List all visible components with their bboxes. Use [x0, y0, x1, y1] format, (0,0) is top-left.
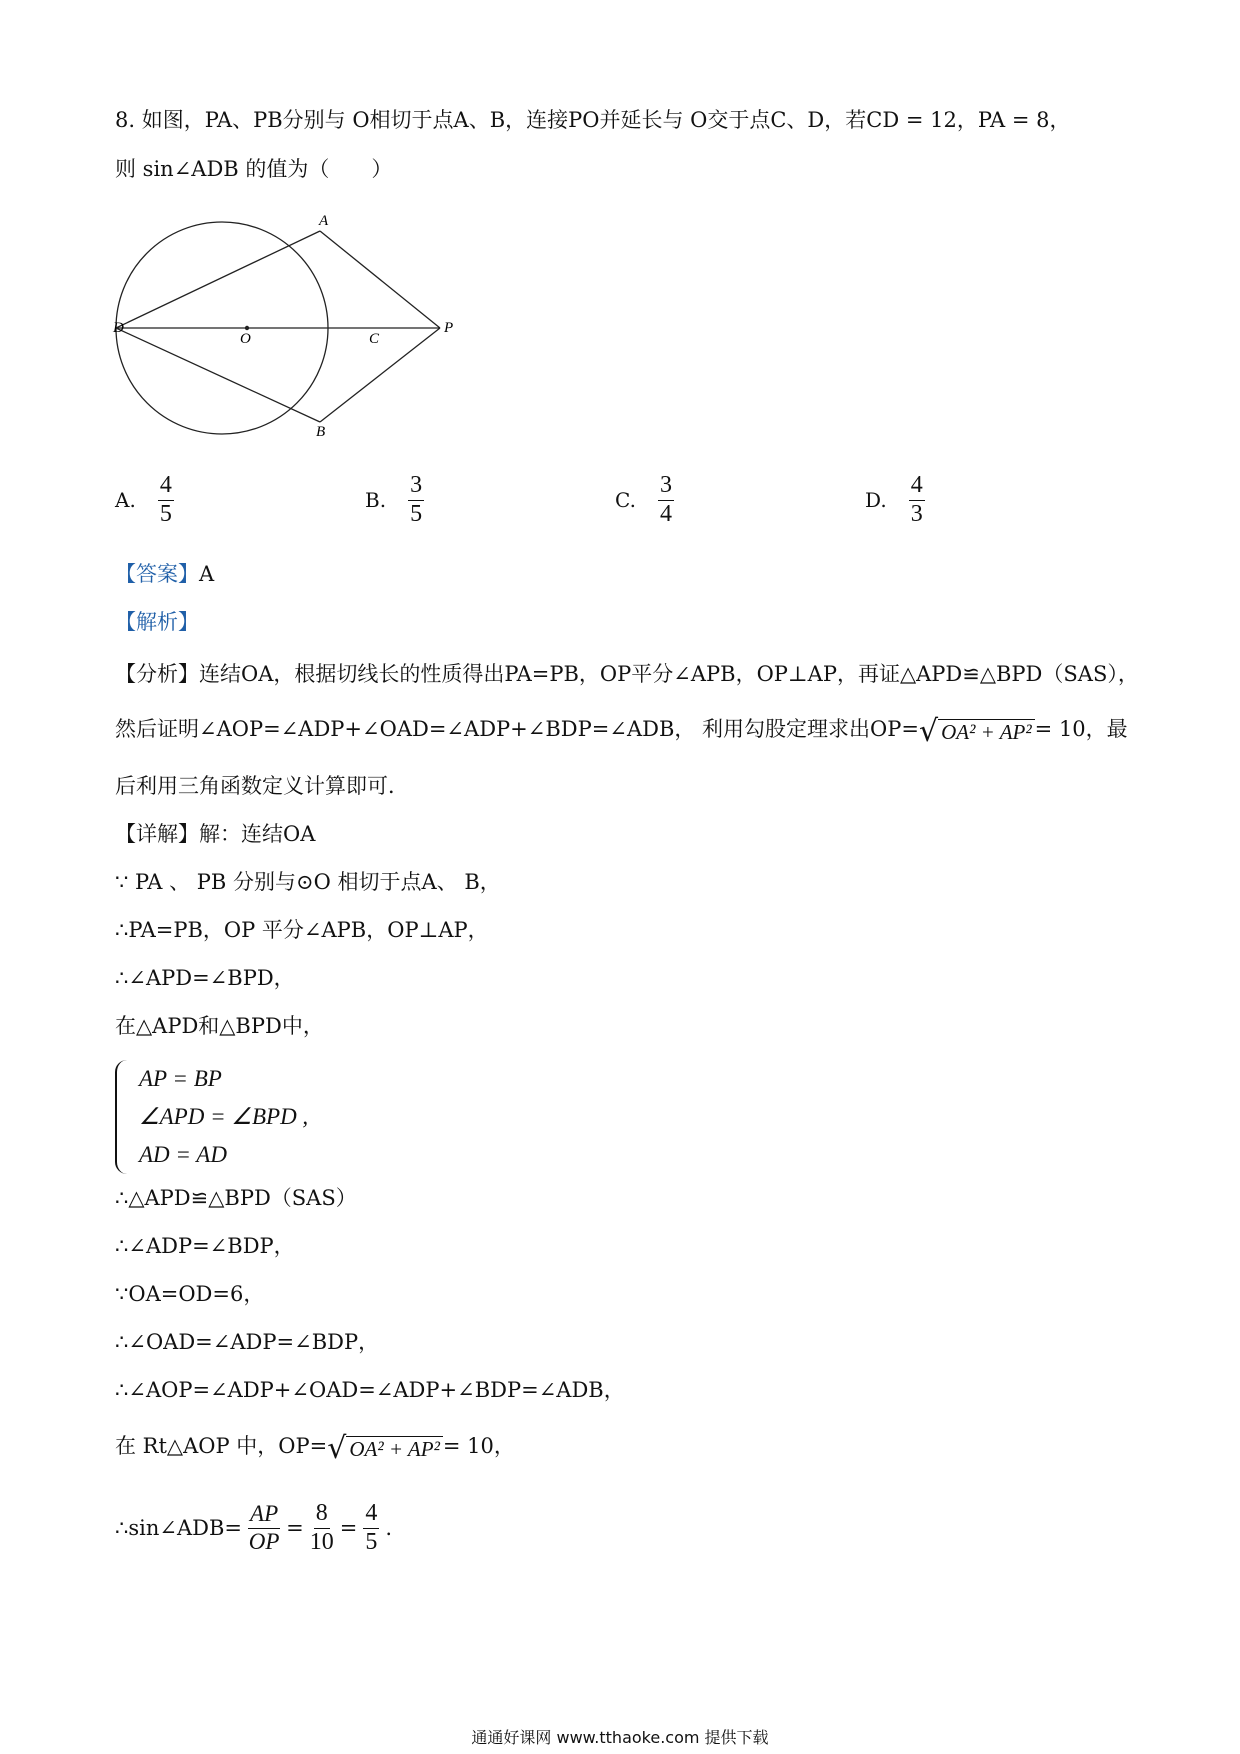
detail-line-1: ∵ PA 、 PB 分别与⊙O 相切于点A、 B，: [115, 870, 501, 894]
answer-value: A: [199, 562, 215, 586]
equation-system: [115, 1060, 308, 1174]
option-c-letter: C.: [615, 488, 636, 513]
analysis-tag: 【解析】: [115, 610, 199, 634]
detail-line-9: ∴∠AOP=∠ADP+∠OAD=∠ADP+∠BDP=∠ADB，: [115, 1378, 625, 1402]
fenxi-tag: 【分析】: [115, 662, 199, 686]
fenxi-line-3: 后利用三角函数定义计算即可．: [115, 774, 409, 798]
detail-line-6: ∴∠ADP=∠BDP，: [115, 1234, 295, 1258]
answer-line: [115, 562, 214, 587]
geometry-figure: [110, 200, 470, 440]
question-line-2: 则 sin∠ADB 的值为（ ）: [115, 157, 393, 181]
segment-bp: [320, 328, 440, 422]
option-a-fraction: $\frac{4}{5}$: [159, 472, 172, 527]
label-p: P: [444, 320, 454, 336]
option-b-letter: B.: [365, 488, 387, 513]
option-c-fraction: $\frac{3}{4}$: [659, 472, 672, 527]
fenxi-line-2: 然后证明∠AOP=∠ADP+∠OAD=∠ADP+∠BDP=∠ADB， 利用勾股定理求出OP= √ OA² + AP² = 10，最: [115, 714, 1128, 749]
segment-db: [116, 328, 320, 422]
question-line-1: 8. 如图，PA、PB分别与 O相切于点A、B，连接PO并延长与 O交于点C、D，若CD = 12，PA = 8，: [115, 108, 1071, 132]
footer-source: 通通好课网 www.tthaoke.com 提供下载: [471, 1728, 769, 1747]
label-d: D: [113, 320, 124, 336]
label-o: O: [240, 331, 251, 347]
option-a[interactable]: [115, 472, 174, 528]
detail-line-3: ∴∠APD=∠BPD，: [115, 966, 295, 990]
detail-line-4: 在△APD和△BPD中，: [115, 1014, 324, 1038]
fenxi-line-1: 【分析】连结OA，根据切线长的性质得出PA=PB，OP平分∠APB，OP⊥AP，再证△APD≌△BPD（SAS），: [115, 662, 1139, 686]
system-line-3: AD = AD: [139, 1142, 227, 1167]
detail-line-7: ∵OA=OD=6，: [115, 1282, 265, 1306]
option-d[interactable]: [865, 472, 925, 528]
option-d-letter: D.: [865, 488, 887, 513]
detail-line-11: ∴sin∠ADB= $\frac{AP}{OP}$ = $\frac{8}{10}$ = $\frac{4}{5}$ .: [115, 1500, 393, 1555]
system-line-1: AP = BP: [139, 1066, 222, 1091]
center-point: [245, 326, 249, 330]
brace: [115, 1060, 133, 1174]
option-c[interactable]: [615, 472, 674, 528]
sqrt-expression-2: √ OA² + AP²: [327, 1432, 443, 1462]
detail-line-2: ∴PA=PB，OP 平分∠APB，OP⊥AP，: [115, 918, 489, 942]
segment-da: [116, 231, 320, 328]
fraction-8-10: $\frac{8}{10}$: [309, 1500, 334, 1555]
label-c: C: [369, 331, 380, 347]
option-a-letter: A.: [115, 488, 136, 513]
detail-line-5: ∴△APD≌△BPD（SAS）: [115, 1186, 357, 1210]
segment-ap: [320, 231, 440, 328]
detail-tag: 【详解】: [115, 822, 199, 846]
label-b: B: [316, 424, 326, 440]
option-d-fraction: $\frac{4}{3}$: [910, 472, 923, 527]
sqrt-expression: √ OA² + AP²: [919, 715, 1035, 745]
answer-tag: 【答案】: [115, 562, 199, 586]
detail-line-10: 在 Rt△AOP 中，OP= √ OA² + AP² = 10，: [115, 1431, 515, 1466]
option-b[interactable]: [365, 472, 424, 528]
option-b-fraction: $\frac{3}{5}$: [410, 472, 423, 527]
fraction-4-5: $\frac{4}{5}$: [365, 1500, 378, 1555]
detail-line-0: 【详解】解：连结OA: [115, 822, 316, 846]
system-line-2: ∠APD = ∠BPD ,: [139, 1104, 309, 1129]
fraction-ap-op: $\frac{AP}{OP}$: [248, 1501, 280, 1554]
detail-line-8: ∴∠OAD=∠ADP=∠BDP，: [115, 1330, 380, 1354]
label-a: A: [319, 213, 329, 229]
